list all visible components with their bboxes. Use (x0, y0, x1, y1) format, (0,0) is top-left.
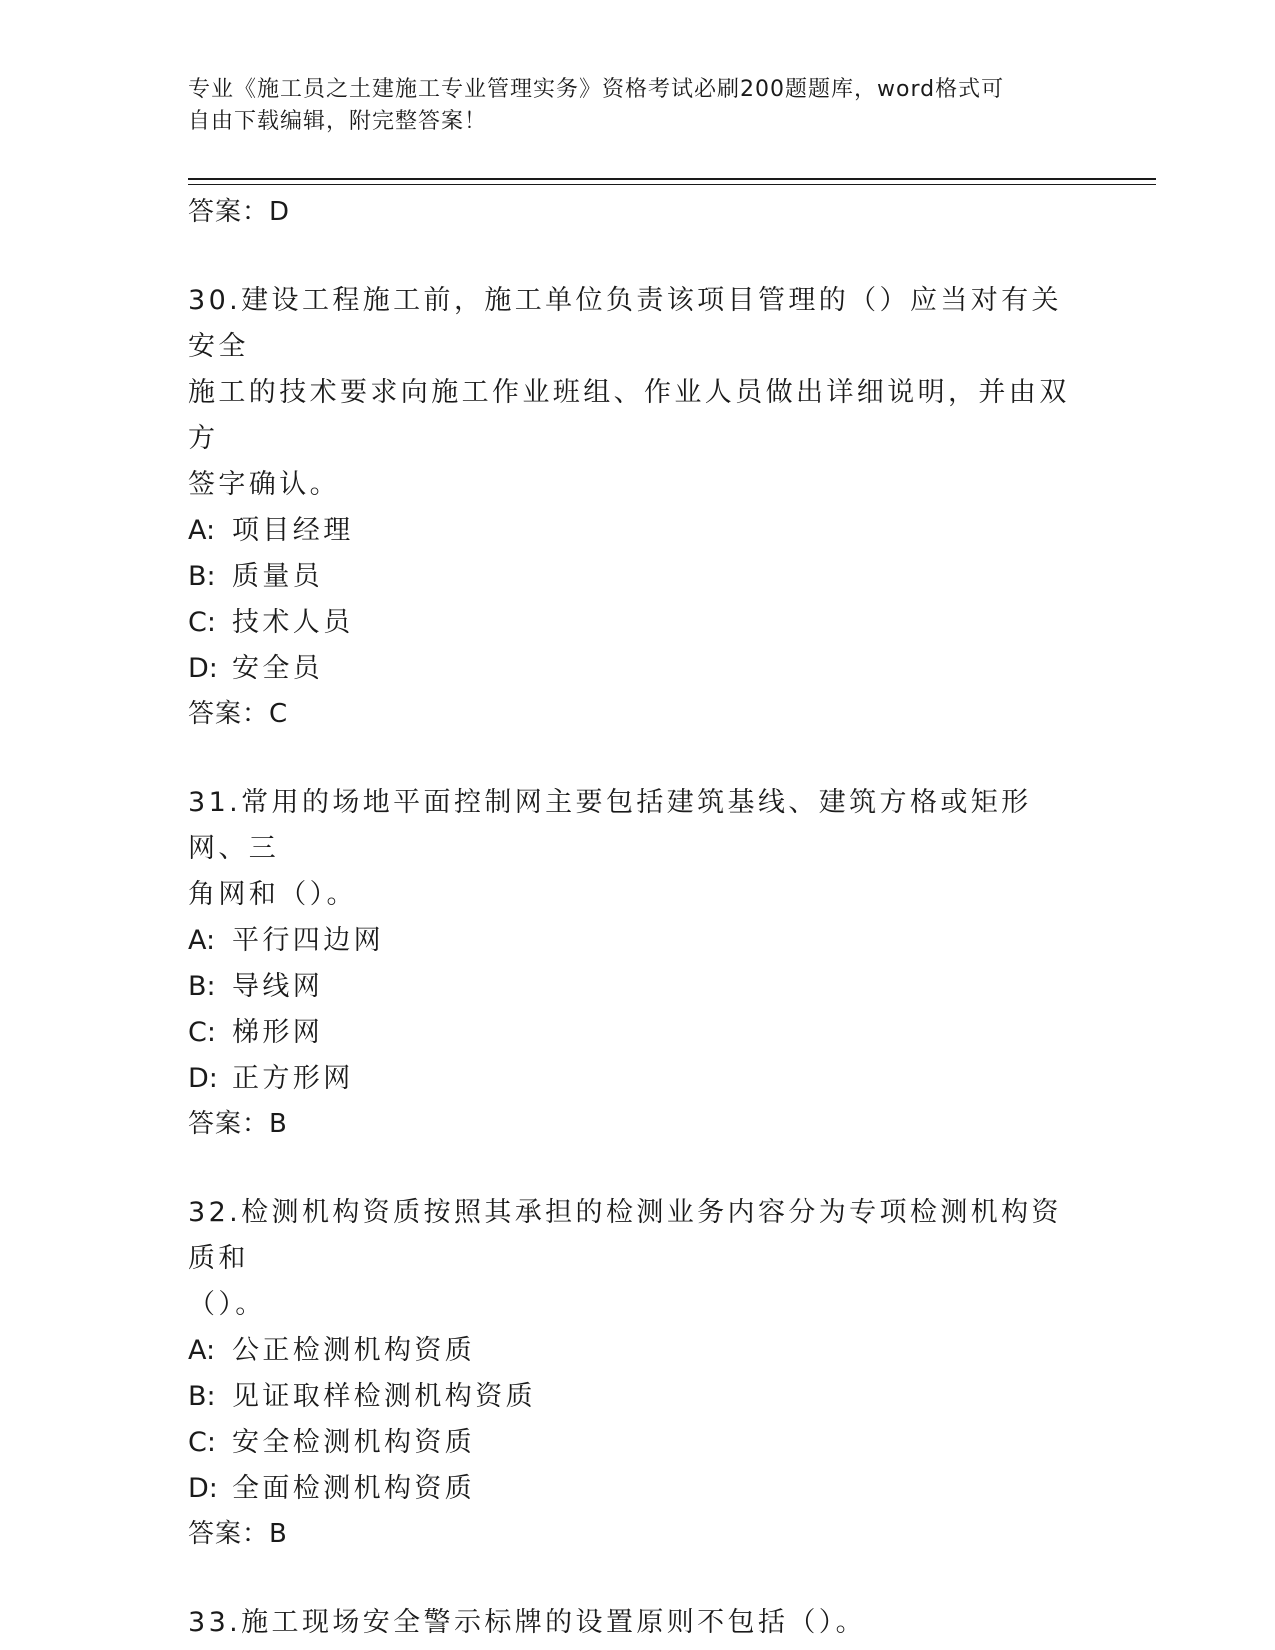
question-text-line: 31.常用的场地平面控制网主要包括建筑基线、建筑方格或矩形网、三 (188, 787, 1032, 864)
question-32 (188, 1190, 1088, 1556)
option-text: 平行四边网 (232, 925, 384, 956)
option-label: C: (188, 1427, 216, 1458)
option-text: 质量员 (232, 561, 324, 592)
option-b (188, 1374, 1088, 1420)
option-text: 见证取样检测机构资质 (232, 1381, 536, 1412)
question-text-line: 签字确认。 (188, 469, 340, 500)
option-d (188, 646, 1088, 692)
option-text: 梯形网 (232, 1017, 324, 1048)
answer: 答案：C (188, 699, 289, 729)
option-text: 导线网 (232, 971, 324, 1002)
spacer (188, 736, 1088, 780)
option-c (188, 1010, 1088, 1056)
option-c (188, 1420, 1088, 1466)
option-c (188, 600, 1088, 646)
option-text: 安全员 (232, 653, 324, 684)
question-list (188, 190, 1088, 1646)
option-d (188, 1056, 1088, 1102)
previous-answer: 答案：D (188, 197, 291, 227)
option-text: 公正检测机构资质 (232, 1335, 476, 1366)
header-line-1: 专业《施工员之土建施工专业管理实务》资格考试必刷200题题库，word格式可 (188, 77, 1005, 102)
question-31 (188, 780, 1088, 1146)
option-a (188, 508, 1088, 554)
option-label: A: (188, 1335, 216, 1366)
option-label: B: (188, 561, 216, 592)
question-text-line: 33.施工现场安全警示标牌的设置原则不包括（）。 (188, 1607, 867, 1638)
question-text-line: 32.检测机构资质按照其承担的检测业务内容分为专项检测机构资质和 (188, 1197, 1062, 1274)
spacer (188, 1146, 1088, 1190)
answer: 答案：B (188, 1519, 288, 1549)
option-label: B: (188, 1381, 216, 1412)
question-text-line: 30.建设工程施工前，施工单位负责该项目管理的（）应当对有关安全 (188, 285, 1062, 362)
spacer (188, 234, 1088, 278)
option-label: A: (188, 515, 216, 546)
option-label: D: (188, 1473, 218, 1504)
option-label: D: (188, 1063, 218, 1094)
option-label: D: (188, 653, 218, 684)
option-text: 正方形网 (232, 1063, 354, 1094)
question-33 (188, 1600, 1088, 1646)
option-d (188, 1466, 1088, 1512)
header-rule-thin (188, 184, 1156, 185)
option-text: 全面检测机构资质 (232, 1473, 476, 1504)
option-text: 项目经理 (232, 515, 354, 546)
option-text: 技术人员 (232, 607, 354, 638)
header-line-2: 自由下载编辑，附完整答案！ (188, 109, 488, 134)
document-header (188, 74, 1068, 138)
option-label: B: (188, 971, 216, 1002)
option-label: C: (188, 607, 216, 638)
option-a (188, 918, 1088, 964)
answer: 答案：B (188, 1109, 288, 1139)
spacer (188, 1556, 1088, 1600)
option-b (188, 554, 1088, 600)
option-text: 安全检测机构资质 (232, 1427, 476, 1458)
option-label: C: (188, 1017, 216, 1048)
question-text-line: 施工的技术要求向施工作业班组、作业人员做出详细说明，并由双方 (188, 377, 1070, 454)
question-text-line: （）。 (188, 1289, 266, 1320)
question-30 (188, 278, 1088, 736)
question-text-line: 角网和（）。 (188, 879, 357, 910)
option-label: A: (188, 925, 216, 956)
header-rule-thick (188, 178, 1156, 180)
option-a (188, 1328, 1088, 1374)
option-b (188, 964, 1088, 1010)
